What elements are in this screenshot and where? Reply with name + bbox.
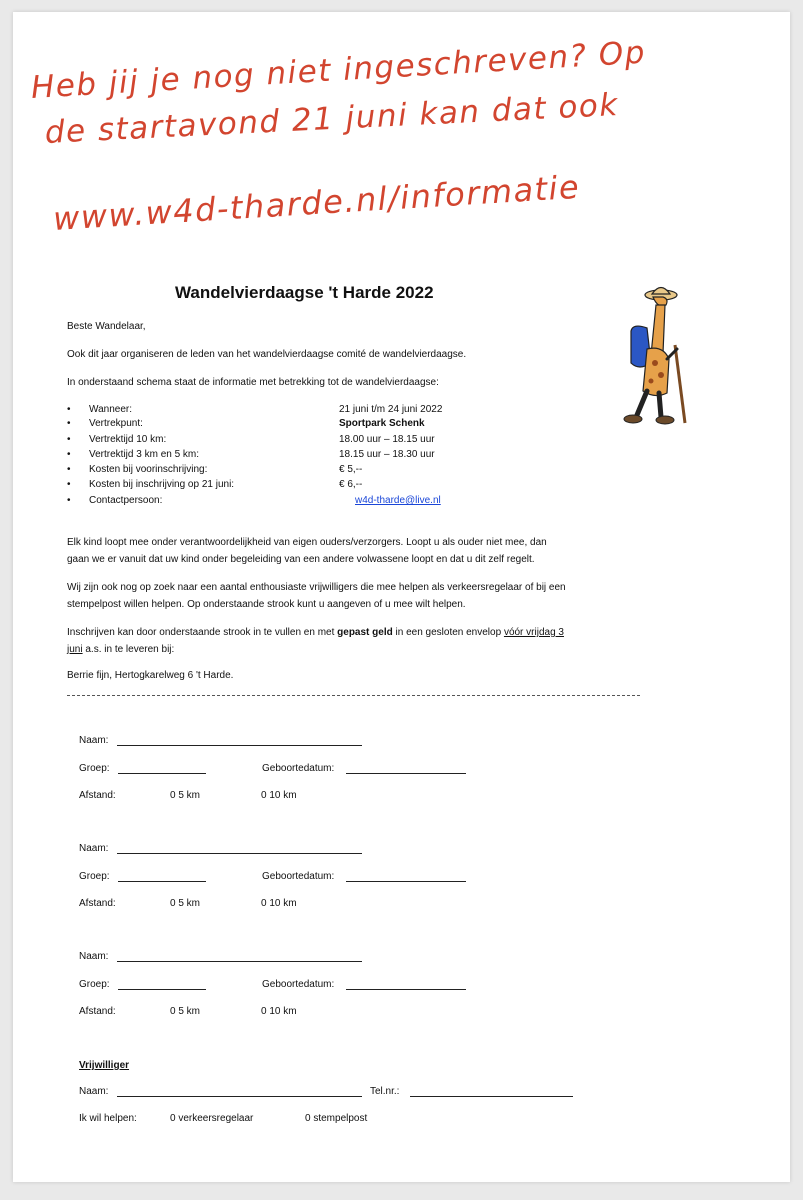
option-verkeersregelaar[interactable]: 0 verkeersregelaar — [170, 1113, 254, 1124]
geboortedatum-label: Geboortedatum: — [262, 763, 335, 774]
document-title: Wandelvierdaagse 't Harde 2022 — [175, 283, 434, 302]
cut-line — [67, 695, 640, 696]
volunteer-help-label: Ik wil helpen: — [79, 1113, 137, 1124]
bullet: • — [67, 434, 71, 445]
option-10km[interactable]: 0 10 km — [261, 1006, 297, 1017]
groep-label: Groep: — [79, 763, 110, 774]
info-label: Contactpersoon: — [89, 495, 163, 506]
volunteer-tel-label: Tel.nr.: — [370, 1086, 400, 1097]
paragraph-3-line-2 — [67, 641, 174, 658]
bullet: • — [67, 449, 71, 460]
naam-label: Naam: — [79, 843, 109, 854]
info-label: Kosten bij voorinschrijving: — [89, 464, 208, 475]
info-label: Vertrektijd 3 km en 5 km: — [89, 449, 200, 460]
geboortedatum-field[interactable] — [346, 881, 466, 882]
paragraph-3-line-1 — [67, 624, 564, 641]
naam-field[interactable] — [117, 853, 362, 854]
info-value: 21 juni t/m 24 juni 2022 — [339, 404, 443, 415]
handwritten-line-2: de startavond 21 juni kan dat ook — [44, 86, 620, 151]
naam-field[interactable] — [117, 961, 362, 962]
groep-field[interactable] — [118, 881, 206, 882]
text-fragment: in een gesloten envelop — [392, 627, 504, 638]
option-5km[interactable]: 0 5 km — [170, 790, 201, 801]
info-value: 18.00 uur – 18.15 uur — [339, 434, 435, 445]
address: Berrie fijn, Hertogkarelweg 6 't Harde. — [67, 670, 234, 681]
text-fragment: Inschrijven kan door onderstaande strook in te vullen en met — [67, 627, 338, 638]
naam-field[interactable] — [117, 745, 362, 746]
naam-label: Naam: — [79, 735, 109, 746]
option-5km[interactable]: 0 5 km — [170, 898, 201, 909]
text-emphasis: gepast geld — [337, 627, 393, 638]
option-5km[interactable]: 0 5 km — [170, 1006, 201, 1017]
handwritten-line-1: Heb jij je nog niet ingeschreven? Op — [30, 34, 647, 106]
bullet: • — [67, 418, 71, 429]
info-label: Vertrekpunt: — [89, 418, 143, 429]
groep-field[interactable] — [118, 989, 206, 990]
option-stempelpost[interactable]: 0 stempelpost — [305, 1113, 368, 1124]
volunteer-naam-field[interactable] — [117, 1096, 362, 1097]
info-value: € 6,-- — [339, 479, 363, 490]
option-10km[interactable]: 0 10 km — [261, 898, 297, 909]
info-value: € 5,-- — [339, 464, 363, 475]
geboortedatum-field[interactable] — [346, 989, 466, 990]
afstand-label: Afstand: — [79, 898, 116, 909]
text-deadline: vóór vrijdag 3 — [503, 627, 564, 638]
info-label: Kosten bij inschrijving op 21 juni: — [89, 479, 235, 490]
text-fragment: a.s. in te leveren bij: — [82, 644, 175, 655]
geboortedatum-label: Geboortedatum: — [262, 979, 335, 990]
handwritten-url: www.w4d-tharde.nl/informatie — [52, 167, 582, 238]
bullet: • — [67, 404, 71, 415]
text-deadline: juni — [67, 644, 83, 655]
info-label: Wanneer: — [89, 404, 132, 415]
giraffe-hiker-illustration — [603, 283, 698, 433]
geboortedatum-field[interactable] — [346, 773, 466, 774]
bullet: • — [67, 479, 71, 490]
groep-label: Groep: — [79, 979, 110, 990]
volunteer-heading: Vrijwilliger — [79, 1060, 130, 1071]
groep-field[interactable] — [118, 773, 206, 774]
bullet: • — [67, 495, 71, 506]
contact-email-link[interactable]: w4d-tharde@live.nl — [355, 495, 441, 506]
paragraph-1-line-1: Elk kind loopt mee onder verantwoordelijkheid van eigen ouders/verzorgers. Loopt u als ouder niet mee, dan — [67, 537, 547, 548]
info-value: Sportpark Schenk — [339, 418, 425, 429]
option-10km[interactable]: 0 10 km — [261, 790, 297, 801]
volunteer-tel-field[interactable] — [410, 1096, 573, 1097]
info-label: Vertrektijd 10 km: — [89, 434, 167, 445]
greeting: Beste Wandelaar, — [67, 321, 146, 332]
info-value: 18.15 uur – 18.30 uur — [339, 449, 435, 460]
paragraph-2-line-2: stempelpost willen helpen. Op onderstaande strook kunt u aangeven of u mee wilt helpen. — [67, 599, 466, 610]
volunteer-naam-label: Naam: — [79, 1086, 109, 1097]
bullet: • — [67, 464, 71, 475]
afstand-label: Afstand: — [79, 1006, 116, 1017]
schema-intro: In onderstaand schema staat de informatie met betrekking tot de wandelvierdaagse: — [67, 377, 439, 388]
paragraph-2-line-1: Wij zijn ook nog op zoek naar een aantal enthousiaste vrijwilligers die mee helpen als verkeersregelaar of bij een — [67, 582, 566, 593]
geboortedatum-label: Geboortedatum: — [262, 871, 335, 882]
afstand-label: Afstand: — [79, 790, 116, 801]
naam-label: Naam: — [79, 951, 109, 962]
groep-label: Groep: — [79, 871, 110, 882]
intro-text: Ook dit jaar organiseren de leden van het wandelvierdaagse comité de wandelvierdaagse. — [67, 349, 467, 360]
paragraph-1-line-2: gaan we er vanuit dat uw kind onder begeleiding van een andere volwassene loopt en dat u dit zelf regelt. — [67, 554, 535, 565]
